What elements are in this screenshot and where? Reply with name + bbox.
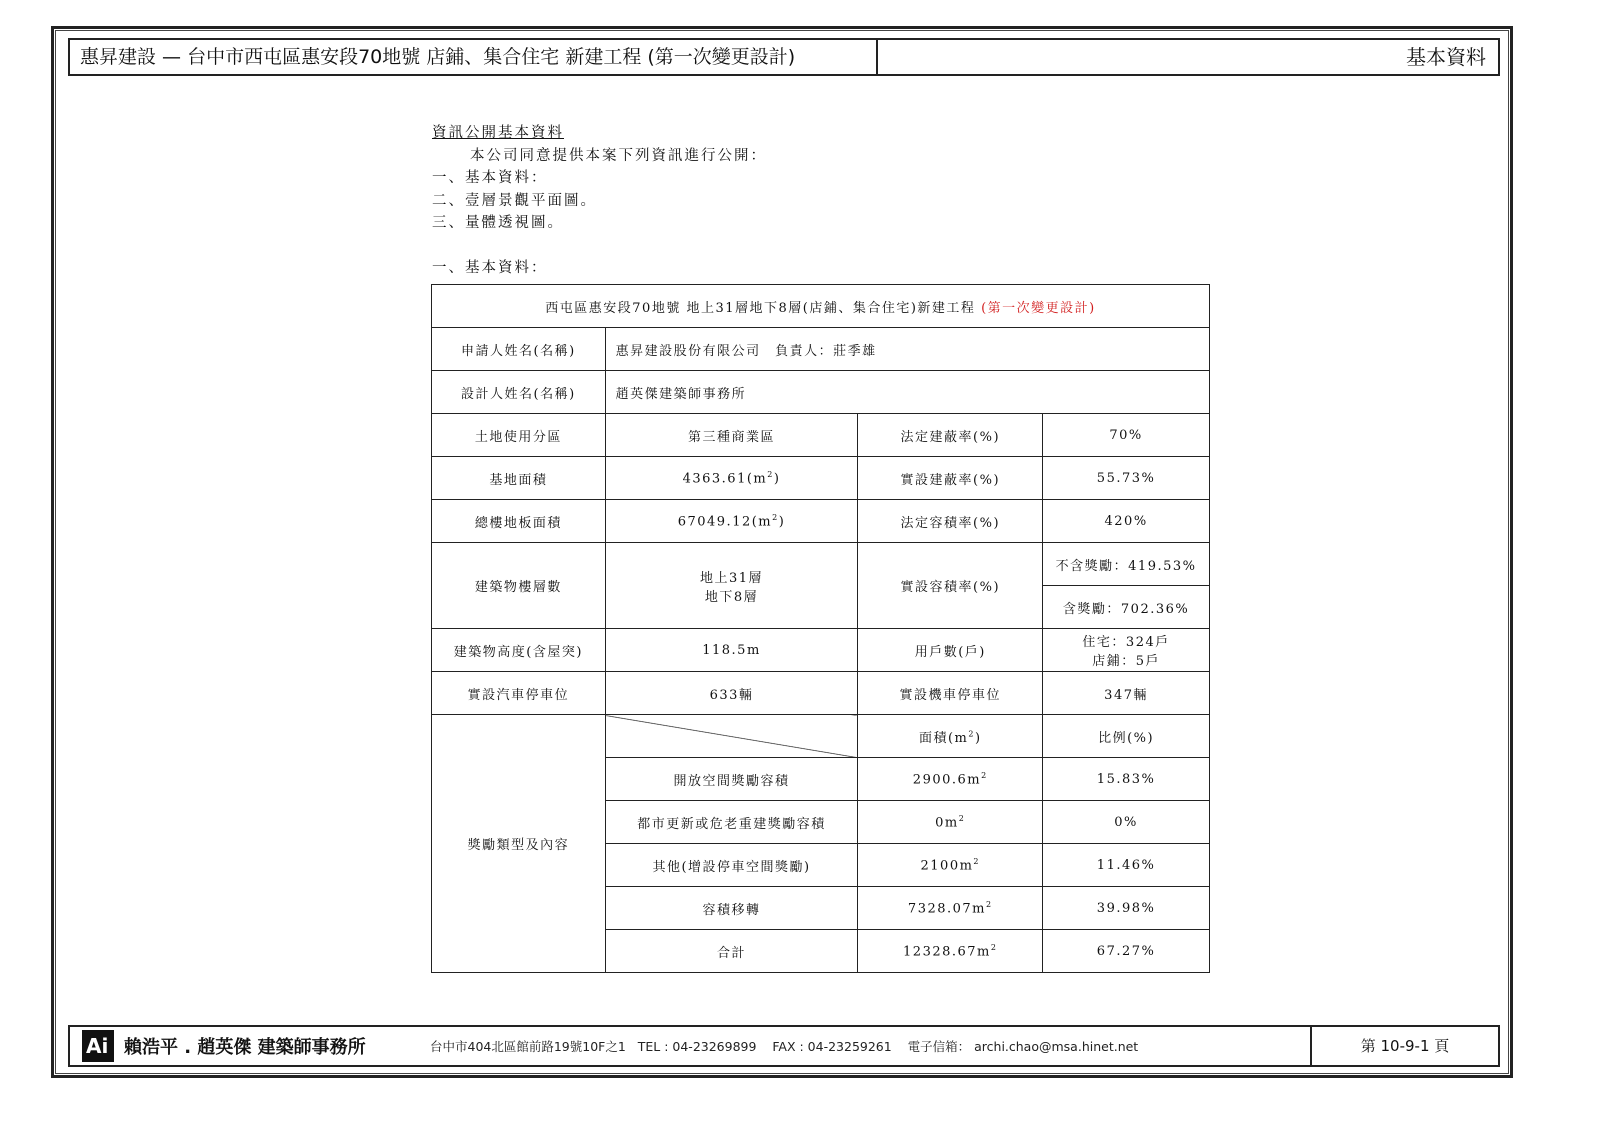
far-with-bonus: 含獎勵：702.36% xyxy=(1043,586,1210,629)
height-label: 建築物高度(含屋突) xyxy=(432,629,606,672)
page-number: 第 10-9-1 頁 xyxy=(1310,1027,1498,1065)
site-area-cell: $4363.61(m^2)$ xyxy=(605,457,858,500)
units-residential: 住宅：324戶 xyxy=(1082,635,1170,650)
site-area-value: 4363.61(m xyxy=(682,471,768,487)
bonus-row-ratio: 39.98% xyxy=(1043,887,1210,930)
bonus-row-ratio: 67.27% xyxy=(1043,930,1210,973)
floor-area-label: 總樓地板面積 xyxy=(432,500,606,543)
basic-data-table xyxy=(431,284,1210,973)
bonus-row-name: 容積移轉 xyxy=(605,887,858,930)
intro-block xyxy=(432,122,767,279)
firm-logo-icon xyxy=(82,1030,114,1062)
bonus-row-area-value: 2100m xyxy=(920,858,974,874)
far-without-bonus: 不含獎勵：419.53% xyxy=(1043,543,1210,586)
zoning-label: 土地使用分區 xyxy=(432,414,606,457)
legal-far-value: 420% xyxy=(1043,500,1210,543)
page-header xyxy=(68,38,1500,76)
bonus-row-area-value: 2900.6m xyxy=(912,772,982,788)
legal-far-label: 法定容積率(%) xyxy=(858,500,1043,543)
moto-parking-label: 實設機車停車位 xyxy=(858,672,1043,715)
bonus-row-name: 合計 xyxy=(605,930,858,973)
area-header-text: 面積(m xyxy=(918,730,969,746)
bonus-row-ratio: 11.46% xyxy=(1043,844,1210,887)
bonus-row-area: $7328.07m^2$ xyxy=(858,887,1043,930)
applicant-label: 申請人姓名(名稱) xyxy=(432,328,606,371)
intro-item-1: 一、基本資料： xyxy=(432,170,548,186)
applicant-value: 惠昇建設股份有限公司 負責人：莊季雄 xyxy=(605,328,1209,371)
ratio-header: 比例(%) xyxy=(1043,715,1210,758)
units-label: 用戶數(戶) xyxy=(858,629,1043,672)
contact-info xyxy=(430,1037,1310,1055)
car-parking-value: 633輛 xyxy=(605,672,858,715)
email: archi.chao@msa.hinet.net xyxy=(974,1039,1139,1054)
floor-area-value: 67049.12(m xyxy=(677,514,773,530)
bonus-row-area: $2100m^2$ xyxy=(858,844,1043,887)
intro-item-3: 三、量體透視圖。 xyxy=(432,215,564,231)
telephone: TEL : 04-23269899 xyxy=(637,1039,757,1054)
floors-label: 建築物樓層數 xyxy=(432,543,606,629)
floors-above: 地上31層 xyxy=(699,570,764,586)
bonus-label: 獎勵類型及內容 xyxy=(432,715,606,973)
moto-parking-value: 347輛 xyxy=(1043,672,1210,715)
bonus-row-area-value: 12328.67m xyxy=(903,944,991,960)
floors-below: 地下8層 xyxy=(704,589,759,605)
diagonal-cell xyxy=(605,715,858,758)
bonus-row-area-value: 7328.07m xyxy=(907,901,987,917)
bonus-row-ratio: 15.83% xyxy=(1043,758,1210,801)
legal-coverage-value: 70% xyxy=(1043,414,1210,457)
project-title: 惠昇建設 — 台中市西屯區惠安段70地號 店鋪、集合住宅 新建工程 (第一次變更設計) xyxy=(70,40,878,74)
actual-far-label: 實設容積率(%) xyxy=(858,543,1043,629)
floor-area-cell: $67049.12(m^2)$ xyxy=(605,500,858,543)
table-title-text: 西屯區惠安段70地號 地上31層地下8層(店鋪、集合住宅)新建工程 xyxy=(545,300,976,316)
address: 台中市404北區館前路19號10F之1 xyxy=(430,1039,626,1054)
logo-text: Ai xyxy=(86,1034,109,1058)
units-shop: 店鋪：5戶 xyxy=(1092,654,1160,669)
units-value xyxy=(1043,629,1210,672)
email-label: 電子信箱： xyxy=(907,1039,971,1054)
bonus-row-area: $2900.6m^2$ xyxy=(858,758,1043,801)
zoning-value: 第三種商業區 xyxy=(605,414,858,457)
designer-label: 設計人姓名(名稱) xyxy=(432,371,606,414)
bonus-row-area: $12328.67m^2$ xyxy=(858,930,1043,973)
section-title: 一、基本資料： xyxy=(432,259,548,276)
fax: FAX : 04-23259261 xyxy=(772,1039,892,1054)
bonus-row-area: $0m^2$ xyxy=(858,801,1043,844)
actual-coverage-value: 55.73% xyxy=(1043,457,1210,500)
designer-value: 趙英傑建築師事務所 xyxy=(605,371,1209,414)
legal-coverage-label: 法定建蔽率(%) xyxy=(858,414,1043,457)
section-label: 基本資料 xyxy=(1406,45,1486,69)
bonus-row-name: 都市更新或危老重建獎勵容積 xyxy=(605,801,858,844)
firm-name: 賴浩平 . 趙英傑 建築師事務所 xyxy=(124,1037,366,1058)
car-parking-label: 實設汽車停車位 xyxy=(432,672,606,715)
bonus-row-name: 其他(增設停車空間獎勵) xyxy=(605,844,858,887)
table-title xyxy=(432,285,1210,328)
area-header: 面積$(m^2)$ xyxy=(858,715,1043,758)
height-value: 118.5m xyxy=(605,629,858,672)
intro-item-2: 二、壹層景觀平面圖。 xyxy=(432,192,597,209)
intro-heading: 資訊公開基本資料 xyxy=(432,125,564,141)
actual-coverage-label: 實設建蔽率(%) xyxy=(858,457,1043,500)
page-footer xyxy=(68,1025,1500,1067)
bonus-row-name: 開放空間獎勵容積 xyxy=(605,758,858,801)
table-title-note: (第一次變更設計) xyxy=(981,300,1096,316)
intro-line: 本公司同意提供本案下列資訊進行公開： xyxy=(470,147,767,164)
site-area-label: 基地面積 xyxy=(432,457,606,500)
bonus-row-area-value: 0m xyxy=(935,815,959,831)
bonus-row-ratio: 0% xyxy=(1043,801,1210,844)
floors-value xyxy=(605,543,858,629)
